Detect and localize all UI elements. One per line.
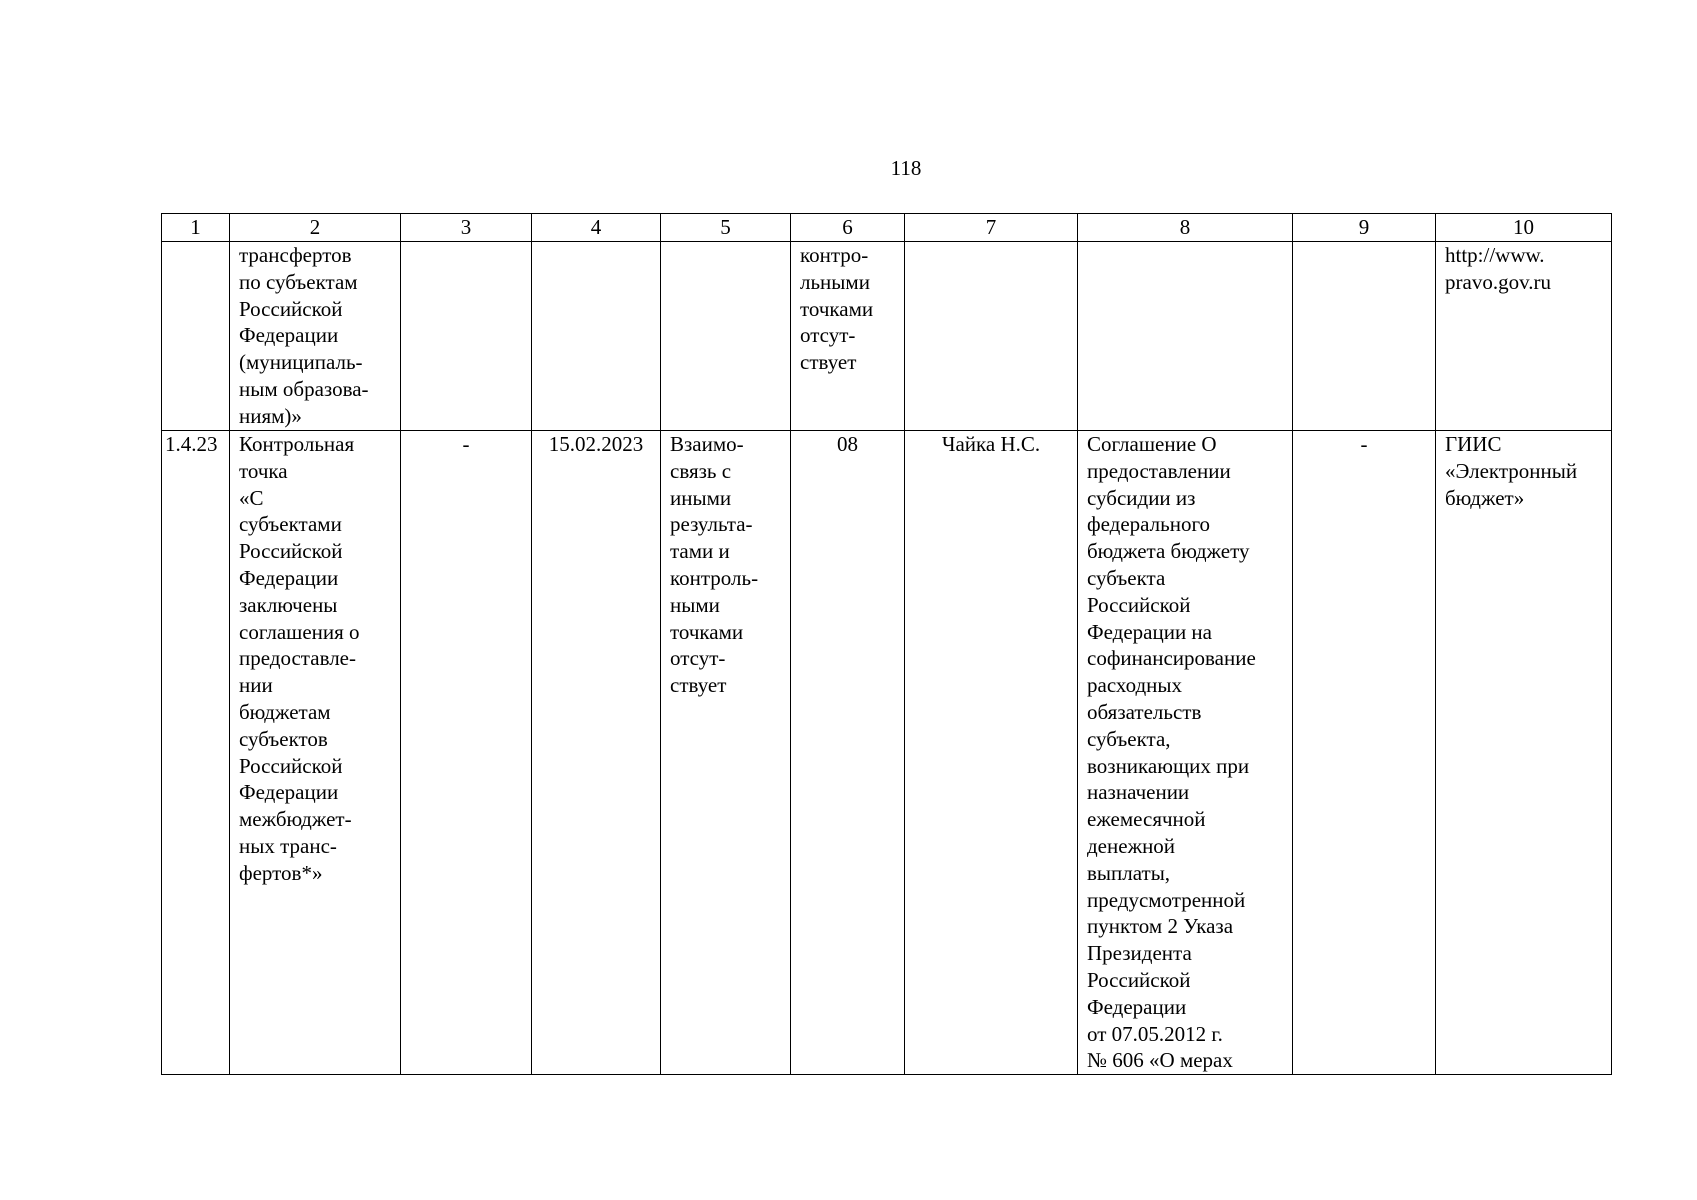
cell-system — [1436, 431, 1612, 1075]
column-header-4: 4 — [532, 214, 661, 242]
cell-col6 — [791, 431, 905, 1075]
cell-col6 — [791, 242, 905, 431]
cell-number — [162, 242, 230, 431]
cell-name-text: трансфертов по субъектам Российской Федерации (муниципаль- ным образова- ниям)» — [239, 243, 369, 428]
cell-name-text: Контрольная точка «С субъектами Российской Федерации заключены соглашения о предоставле- нии бюджетам субъектов Российской Федерации межбюджет- ных транс- фертов*» — [239, 432, 360, 885]
column-header-3: 3 — [401, 214, 532, 242]
cell-document-text: Соглашение О предоставлении субсидии из федерального бюджета бюджету субъекта Российской Федерации на софинансирование расходных обязательств субъекта, возникающих при назначении ежемесячной денежной выплаты, предусмотренной пунктом 2 Указа Президента Российской Федерации от 07.05.2012 г. № 606 «О мерах — [1087, 432, 1256, 1073]
table-row-continued — [162, 242, 1612, 431]
cell-name — [230, 242, 401, 431]
cell-relation-text: Взаимо- связь с иными результа- тами и контроль- ными точками отсут- ствует — [670, 432, 759, 698]
cell-name — [230, 431, 401, 1075]
cell-col9-text: - — [1360, 432, 1368, 456]
cell-number-text: 1.4.23 — [165, 432, 218, 456]
column-number-row — [162, 214, 1612, 242]
cell-relation — [661, 242, 791, 431]
cell-system-text: http://www. pravo.gov.ru — [1445, 243, 1551, 294]
cell-date-text: 15.02.2023 — [548, 432, 644, 456]
cell-document — [1078, 431, 1293, 1075]
column-header-9: 9 — [1293, 214, 1436, 242]
cell-system-text: ГИИС «Электронный бюджет» — [1445, 432, 1578, 510]
cell-col3 — [401, 431, 532, 1075]
cell-number — [162, 431, 230, 1075]
cell-col3 — [401, 242, 532, 431]
column-header-8: 8 — [1078, 214, 1293, 242]
plan-table — [161, 213, 1612, 1075]
cell-responsible-text: Чайка Н.С. — [941, 432, 1041, 456]
column-header-2: 2 — [230, 214, 401, 242]
cell-col6-text: 08 — [837, 432, 858, 456]
cell-responsible — [905, 242, 1078, 431]
cell-responsible — [905, 431, 1078, 1075]
column-header-1: 1 — [162, 214, 230, 242]
page-number: 118 — [890, 156, 922, 180]
cell-system — [1436, 242, 1612, 431]
cell-col6-text: контро- льными точками отсут- ствует — [800, 243, 874, 375]
cell-relation — [661, 431, 791, 1075]
column-header-5: 5 — [661, 214, 791, 242]
cell-document — [1078, 242, 1293, 431]
cell-col3-text: - — [462, 432, 470, 456]
column-header-6: 6 — [791, 214, 905, 242]
cell-date — [532, 242, 661, 431]
cell-date — [532, 431, 661, 1075]
column-header-10: 10 — [1436, 214, 1612, 242]
table-row-1-4-23 — [162, 431, 1612, 1075]
cell-col9 — [1293, 242, 1436, 431]
column-header-7: 7 — [905, 214, 1078, 242]
cell-col9 — [1293, 431, 1436, 1075]
